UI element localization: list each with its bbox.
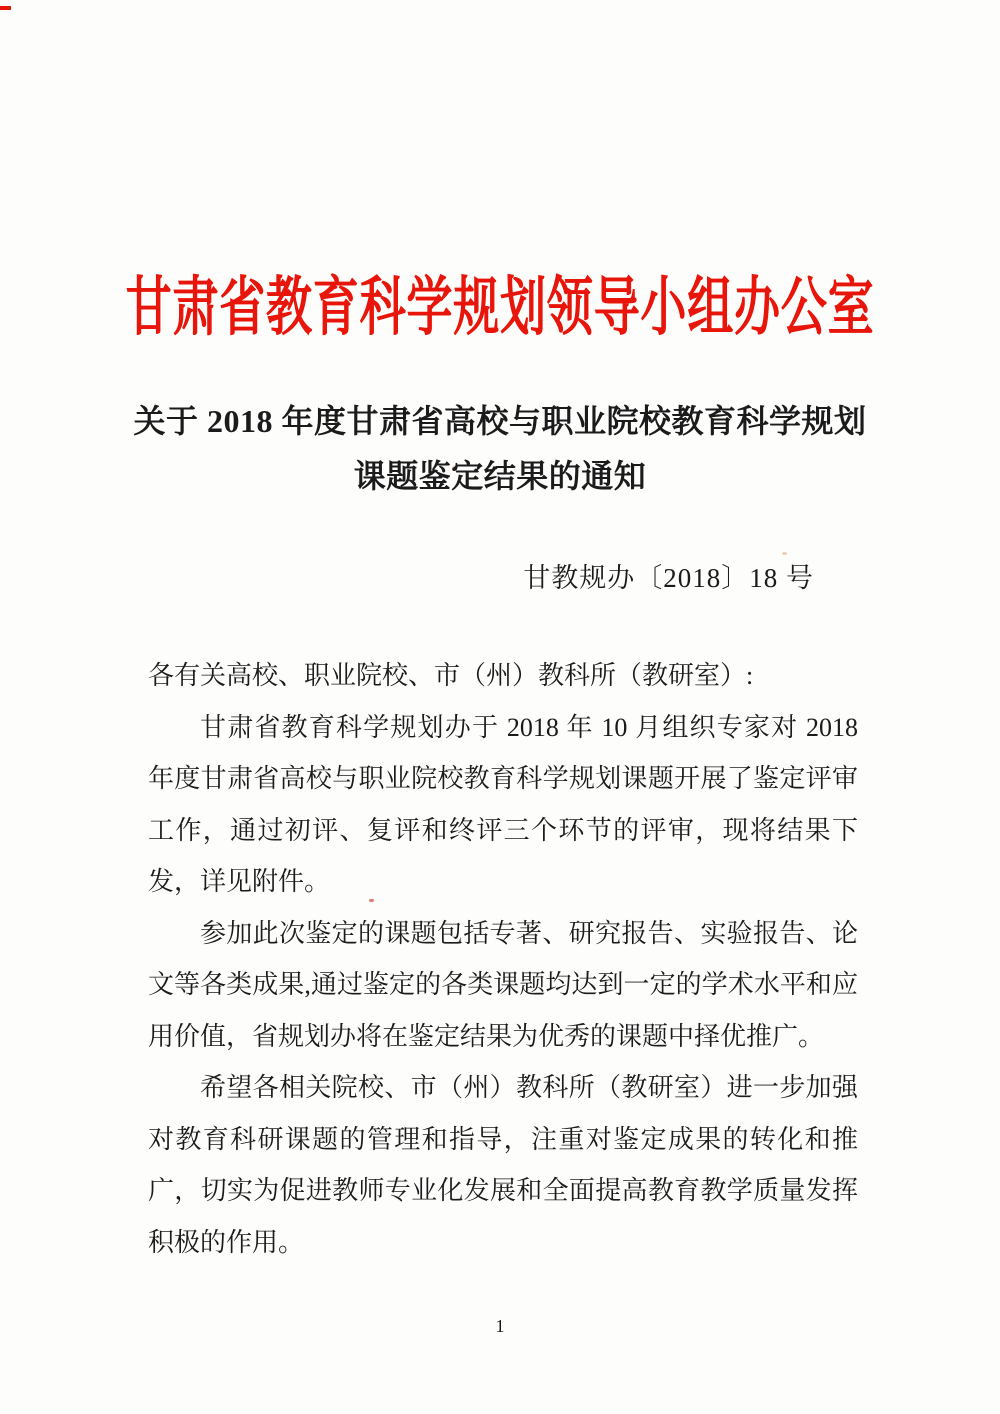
document-title bbox=[0, 394, 1000, 504]
page-number: 1 bbox=[495, 1316, 505, 1336]
document-body bbox=[148, 650, 858, 1268]
body-paragraph: 参加此次鉴定的课题包括专著、研究报告、实验报告、论文等各类成果,通过鉴定的各类课题均达到一定的学术水平和应用价值，省规划办将在鉴定结果为优秀的课题中择优推广。 bbox=[148, 918, 858, 1051]
document-title-line2: 课题鉴定结果的通知 bbox=[353, 458, 647, 494]
body-paragraph: 甘肃省教育科学规划办于 2018 年 10 月组织专家对 2018 年度甘肃省高校与职业院校教育科学规划课题开展了鉴定评审工作，通过初评、复评和终评三个环节的评审，现将结果下发，详见附件。 bbox=[148, 712, 858, 896]
letterhead-org-name: 甘肃省教育科学规划领导小组办公室 bbox=[125, 272, 875, 343]
salutation-line: 各有关高校、职业院校、市（州）教科所（教研室）: bbox=[148, 661, 754, 690]
body-paragraphs bbox=[148, 702, 858, 1269]
scan-artifact-red-dash bbox=[0, 6, 11, 10]
scan-artifact-speck bbox=[782, 552, 787, 555]
document-title-line1: 关于 2018 年度甘肃省高校与职业院校教育科学规划 bbox=[133, 403, 867, 439]
body-paragraph: 希望各相关院校、市（州）教科所（教研室）进一步加强对教育科研课题的管理和指导，注重对鉴定成果的转化和推广，切实为促进教师专业化发展和全面提高教育教学质量发挥积极的作用。 bbox=[148, 1073, 858, 1257]
document-reference-number: 甘教规办〔2018〕18 号 bbox=[523, 563, 814, 593]
